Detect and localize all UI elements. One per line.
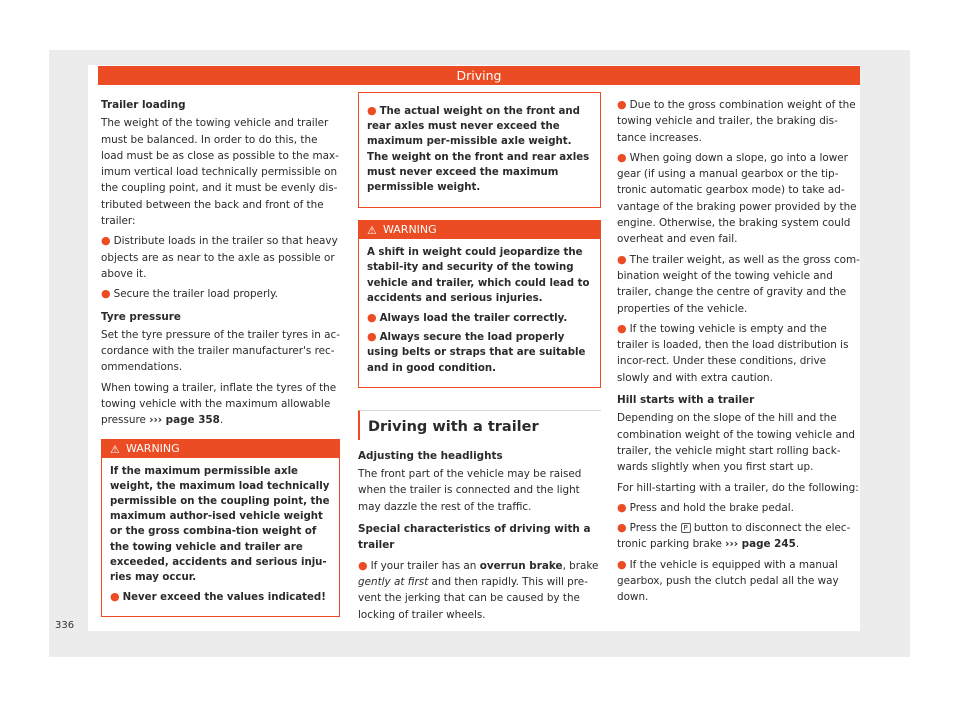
paragraph: Set the tyre pressure of the trailer tyres in ac-cordance with the trailer manufacturer's rec-ommendations. — [101, 328, 340, 374]
list-item — [617, 321, 860, 386]
warning-text: If the maximum permissible axle weight, the maximum load technically permissible on the coupling point, the maximum author-ised vehicle weight or the gross combina-tion weight of the towing vehicle and trailer are exceeded, accidents and serious inju-ries may occur. — [110, 465, 330, 584]
section-title: Driving with a trailer — [358, 410, 601, 440]
warning-header — [102, 440, 339, 458]
paragraph: The weight of the towing vehicle and trailer must be balanced. In order to do this, the load must be as close as possible to the max-imum vertical load technically permissible on the coupling point, and it must be evenly dis-tributed between the back and front of the trailer: — [101, 117, 339, 228]
warning-title: WARNING — [126, 441, 180, 455]
column-1 — [101, 97, 340, 617]
list-item — [367, 103, 592, 195]
list-item — [367, 329, 592, 376]
bullet-icon: ● — [101, 234, 111, 248]
column-2 — [358, 93, 601, 627]
list-item-text: If your trailer has an — [370, 559, 480, 572]
list-item — [617, 97, 860, 146]
list-item — [110, 589, 331, 605]
bullet-icon: ● — [358, 558, 368, 572]
list-item-text: Press the — [629, 522, 681, 535]
paragraph: The front part of the vehicle may be raised when the trailer is connected and the light may dazzle the rest of the traffic. — [358, 468, 582, 513]
list-item-text: Secure the trailer load properly. — [113, 288, 279, 301]
list-item-text: The trailer weight, as well as the gross com-bination weight of the towing vehicle and trailer, change the centre of gravity and the properties of the vehicle. — [617, 253, 860, 315]
bullet-icon: ● — [367, 311, 377, 325]
list-item-text: button to disconnect the elec-tronic parking brake — [617, 522, 851, 551]
parking-brake-button-icon: P — [681, 523, 691, 533]
warning-box — [101, 439, 340, 618]
list-item-text: If the towing vehicle is empty and the trailer is loaded, then the load distribution is incor-rect. Under these conditions, drive slowly and with extra caution. — [617, 322, 849, 384]
list-item-text: Always load the trailer correctly. — [379, 313, 568, 325]
list-item — [617, 252, 860, 317]
list-item-text: The actual weight on the front and rear axles must never exceed the maximum per-missible axle weight. The weight on the front and rear axles must never exceed the maximum permissible weight. — [367, 106, 590, 194]
bullet-icon: ● — [617, 500, 627, 514]
bullet-icon: ● — [101, 287, 111, 301]
paragraph-text: When towing a trailer, inflate the tyres of the towing vehicle with the maximum allowable pressure — [101, 381, 337, 427]
bullet-icon: ● — [367, 330, 377, 344]
bullet-icon: ● — [617, 98, 627, 111]
list-item-text: Due to the gross combination weight of the towing vehicle and trailer, the braking dis-tance increases. — [617, 99, 856, 144]
paragraph: For hill-starting with a trailer, do the following: — [617, 481, 859, 494]
bullet-icon: ● — [367, 104, 377, 117]
list-item-text: and then rapidly. This will pre-vent the jerking that can be caused by the locking of trailer wheels. — [358, 575, 588, 621]
bullet-icon: ● — [617, 150, 627, 164]
warning-continued — [358, 92, 601, 208]
list-item-text: Distribute loads in the trailer so that heavy objects are as near to the axle as possible or above it. — [101, 235, 338, 280]
chapter-title: Driving — [456, 68, 502, 83]
heading-special-characteristics: Special characteristics of driving with a trailer — [358, 523, 591, 552]
list-item-text: Never exceed the values indicated! — [122, 592, 326, 604]
warning-body — [359, 239, 600, 387]
list-item-text: When going down a slope, go into a lower gear (if using a manual gearbox or the tip-tronic automatic gearbox mode) to take ad-vantage of the braking power provided by the engine. Otherwise, the braking system could overheat and even fail. — [617, 151, 857, 246]
list-item — [617, 500, 860, 516]
bullet-icon: ● — [617, 521, 627, 535]
paragraph-text: . — [219, 414, 224, 427]
column-3 — [617, 97, 860, 610]
warning-header — [359, 221, 600, 239]
warning-box — [358, 220, 601, 388]
list-item-text: , brake — [562, 559, 599, 572]
heading-trailer-loading: Trailer loading — [101, 99, 186, 111]
list-item — [101, 286, 340, 302]
paragraph: Depending on the slope of the hill and the combination weight of the towing vehicle and trailer, the vehicle might start rolling back-wards slightly when you first start up. — [617, 412, 856, 474]
list-item — [358, 558, 601, 623]
list-item — [617, 520, 860, 553]
warning-triangle-icon: ⚠ — [110, 442, 120, 456]
page-number: 336 — [55, 620, 75, 631]
heading-hill-starts: Hill starts with a trailer — [617, 394, 755, 407]
warning-body — [102, 458, 339, 617]
list-item-bold: overrun brake — [479, 559, 563, 572]
list-item — [617, 557, 860, 606]
heading-tyre-pressure: Tyre pressure — [101, 310, 181, 323]
list-item-italic: gently at first — [358, 575, 429, 588]
bullet-icon: ● — [617, 321, 627, 335]
page-link[interactable]: ››› page 245 — [725, 538, 796, 551]
list-item-text: . — [795, 538, 800, 551]
bullet-icon: ● — [617, 557, 627, 571]
list-item-text: If the vehicle is equipped with a manual gearbox, push the clutch pedal all the way down. — [617, 558, 839, 604]
heading-adjusting-headlights: Adjusting the headlights — [358, 449, 503, 462]
list-item — [367, 310, 592, 326]
bullet-icon: ● — [110, 590, 120, 604]
warning-triangle-icon: ⚠ — [367, 224, 377, 238]
paragraph — [101, 380, 340, 429]
list-item-text: Press and hold the brake pedal. — [629, 501, 794, 514]
warning-text: A shift in weight could jeopardize the stabil-ity and security of the towing vehicle and trailer, which could lead to accidents and serious injuries. — [367, 247, 590, 304]
warning-title: WARNING — [383, 223, 437, 237]
list-item-text: Always secure the load properly using belts or straps that are suitable and in good condition. — [367, 332, 586, 374]
list-item — [617, 150, 860, 248]
chapter-header — [98, 66, 860, 85]
bullet-icon: ● — [617, 252, 627, 266]
list-item — [101, 233, 340, 282]
page-link[interactable]: ››› page 358 — [149, 414, 220, 427]
